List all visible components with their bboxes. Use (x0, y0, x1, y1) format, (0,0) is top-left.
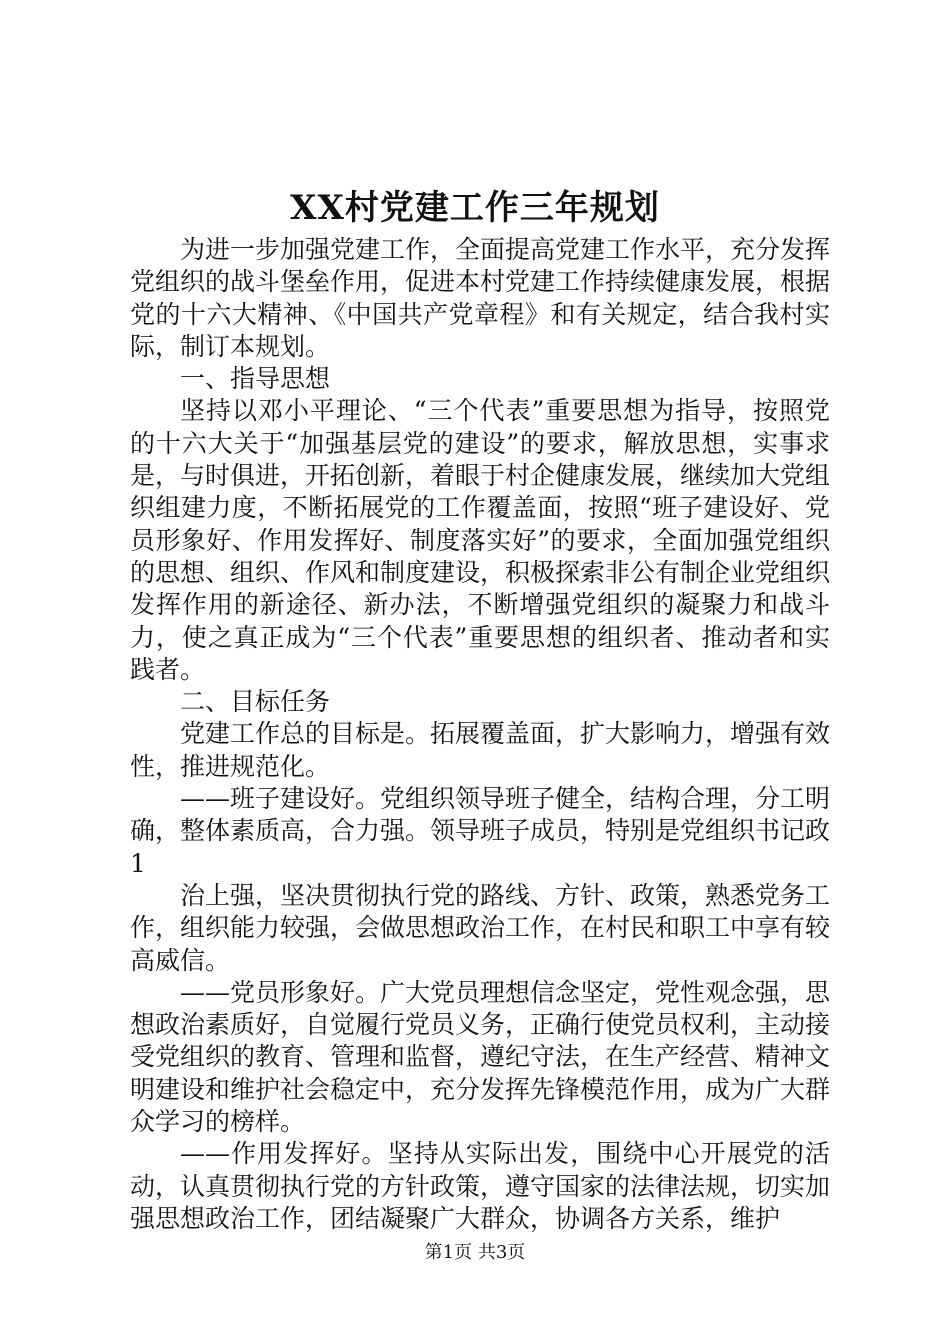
paragraph-team-building-continued: 治上强，坚决贯彻执行党的路线、方针、政策，熟悉党务工作，组织能力较强，会做思想政治工作，在村民和职工中享有较高威信。 (130, 880, 831, 975)
document-body (130, 234, 830, 1235)
section-heading-goals: 二、目标任务 (180, 687, 331, 717)
paragraph-overall-goal: 党建工作总的目标是。拓展覆盖面，扩大影响力，增强有效性，推进规范化。 (130, 719, 831, 781)
document-title: XX村党建工作三年规划 (290, 188, 660, 228)
page-number-footer: 第1页 共3页 (424, 1242, 526, 1263)
paragraph-member-image: ——党员形象好。广大党员理想信念坚定，党性观念强，思想政治素质好，自觉履行党员义务，正确行使党员权利，主动接受党组织的教育、管理和监督，遵纪守法，在生产经营、精神文明建设和维护社会稳定中，充分发挥先锋模范作用，成为广大群众学习的榜样。 (130, 977, 831, 1137)
paragraph-team-building: ——班子建设好。党组织领导班子健全，结构合理，分工明确，整体素质高，合力强。领导班子成员，特别是党组织书记政1 (130, 784, 831, 878)
paragraph-guiding-ideology: 坚持以邓小平理论、“三个代表”重要思想为指导，按照党的十六大关于“加强基层党的建设”的要求，解放思想，实事求是，与时俱进，开拓创新，着眼于村企健康发展，继续加大党组织组建力度，不断拓展党的工作覆盖面，按照“班子建设好、党员形象好、作用发挥好、制度落实好”的要求，全面加强党组织的思想、组织、作风和制度建设，积极探索非公有制企业党组织发挥作用的新途径、新办法，不断增强党组织的凝聚力和战斗力，使之真正成为“三个代表”重要思想的组织者、推动者和实践者。 (130, 396, 831, 684)
paragraph-role-played: ——作用发挥好。坚持从实际出发，围绕中心开展党的活动，认真贯彻执行党的方针政策，遵守国家的法律法规，切实加强思想政治工作，团结凝聚广大群众，协调各方关系，维护 (130, 1139, 831, 1233)
section-heading-guiding-ideology: 一、指导思想 (180, 364, 331, 394)
paragraph-intro: 为进一步加强党建工作，全面提高党建工作水平，充分发挥党组织的战斗堡垒作用，促进本村党建工作持续健康发展，根据党的十六大精神、《中国共产党章程》和有关规定，结合我村实际，制订本规划。 (130, 235, 831, 361)
